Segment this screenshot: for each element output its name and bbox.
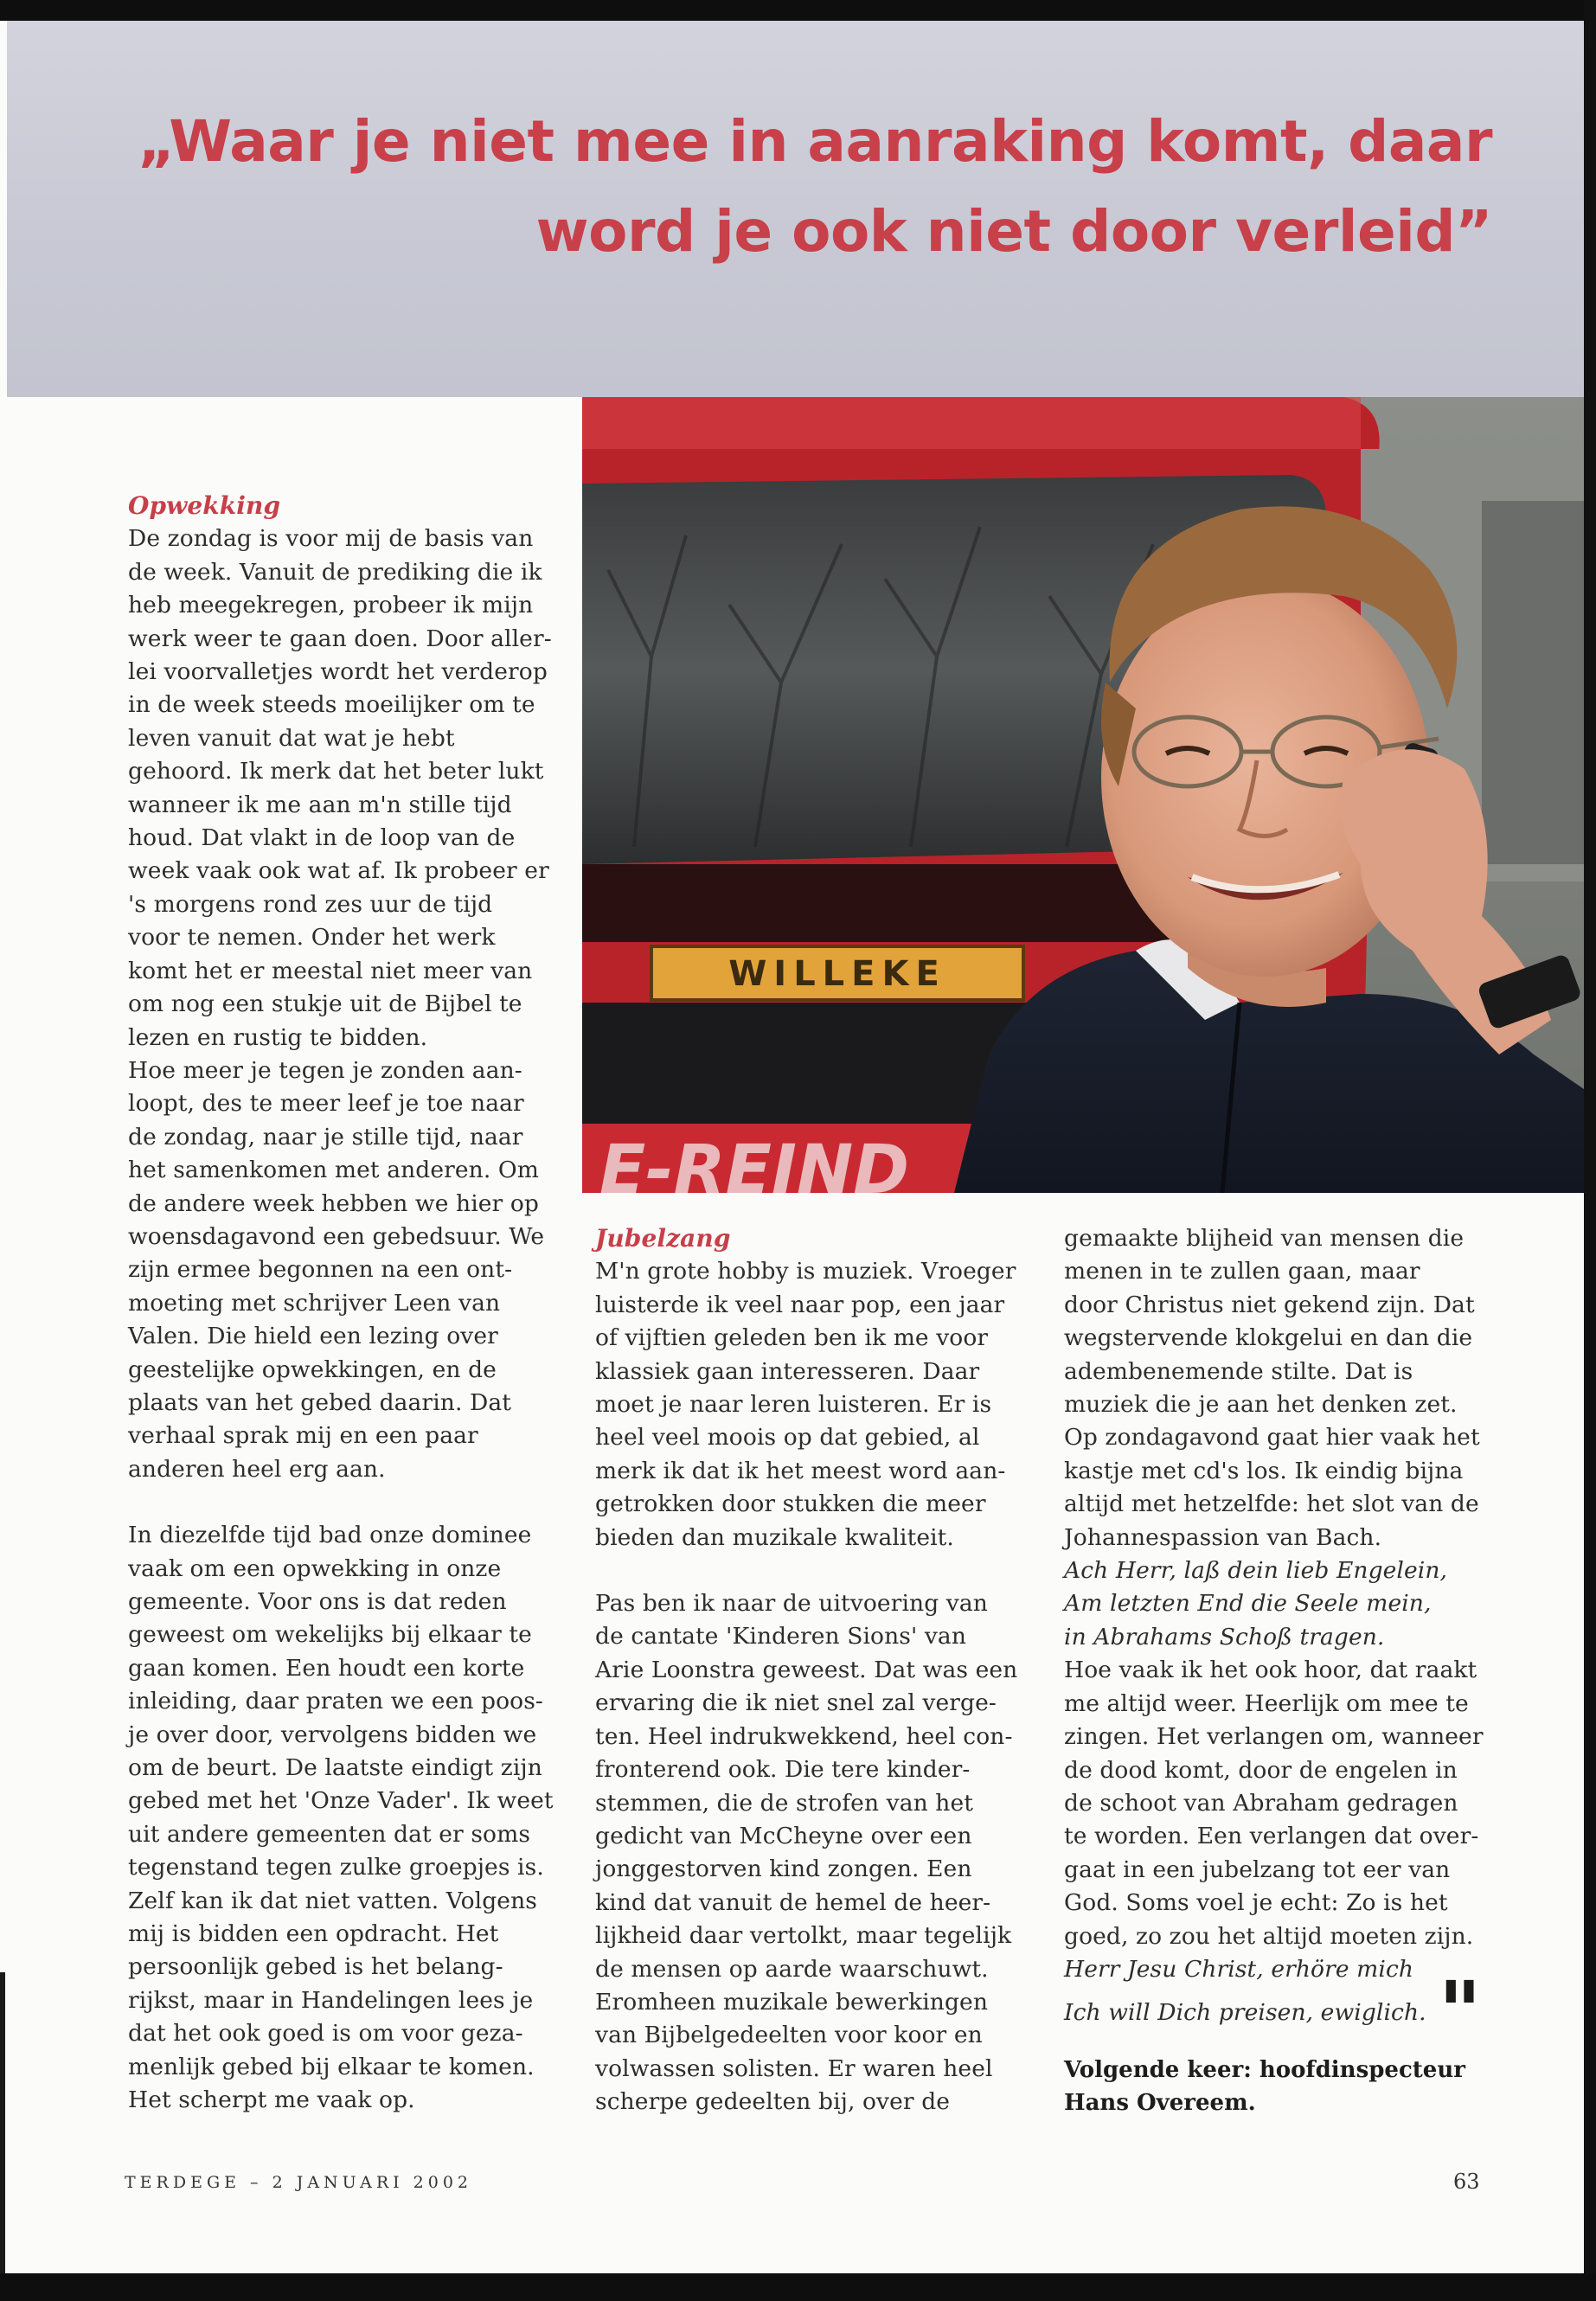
text-line: fronterend ook. Die tere kinder- <box>595 1756 971 1784</box>
text-line: De zondag is voor mij de basis van <box>128 525 534 553</box>
plate-text: WILLEKE <box>728 954 946 994</box>
text-line: dat het ook goed is om voor geza- <box>128 2020 523 2048</box>
text-line: gehoord. Ik merk dat het beter lukt <box>128 758 544 785</box>
text-line: voor te nemen. Onder het werk <box>128 924 496 952</box>
text-line: gaat in een jubelzang tot eer van <box>1064 1856 1451 1883</box>
text-line: houd. Dat vlakt in de loop van de <box>128 824 516 852</box>
text-line: gedicht van McCheyne over een <box>595 1822 972 1849</box>
text-line: de dood komt, door de engelen in <box>1064 1756 1458 1784</box>
text-line: Pas ben ik naar de uitvoering van <box>595 1590 988 1618</box>
headline-line-1: „Waar je niet mee in aanraking komt, daar <box>138 108 1492 175</box>
text-line: scherpe gedeelten bij, over de <box>595 2088 951 2116</box>
text-line: de andere week hebben we hier op <box>128 1189 539 1217</box>
text-line: inleiding, daar praten we een poos- <box>128 1688 543 1715</box>
scan-border-right <box>1584 0 1596 2301</box>
text-line: plaats van het gebed daarin. Dat <box>128 1388 511 1416</box>
text-line: wanneer ik me aan m'n stille tijd <box>128 791 512 818</box>
text-line: de mensen op aarde waarschuwt. <box>595 1955 989 1983</box>
text-line: gaan komen. Een houdt een korte <box>128 1654 525 1682</box>
text-line: de schoot van Abraham gedragen <box>1064 1789 1458 1817</box>
text-line: God. Soms voel je echt: Zo is het <box>1064 1889 1448 1917</box>
text-line: lijkheid daar vertolkt, maar tegelijk <box>595 1922 1012 1950</box>
text-line: woensdagavond een gebedsuur. We <box>128 1222 545 1250</box>
text-line: om nog een stukje uit de Bijbel te <box>128 990 522 1018</box>
text-line: luisterde ik veel naar pop, een jaar <box>595 1291 1005 1318</box>
text-line: Het scherpt me vaak op. <box>128 2086 415 2114</box>
text-line: het samenkomen met anderen. Om <box>128 1157 539 1184</box>
text-line: Arie Loonstra geweest. Dat was een <box>595 1656 1018 1683</box>
text-line: moeting met schrijver Leen van <box>128 1289 501 1317</box>
text-line: je over door, vervolgens bidden we <box>128 1721 537 1748</box>
text-column-1 <box>128 490 561 2118</box>
text-line: rijkst, maar in Handelingen lees je <box>128 1986 534 2014</box>
text-line: tegenstand tegen zulke groepjes is. <box>128 1854 544 1881</box>
bach-quote-1 <box>1064 1554 1497 1654</box>
page-number: 63 <box>1453 2170 1480 2194</box>
text-line: kastje met cd's los. Ik eindig bijna <box>1064 1457 1464 1484</box>
column3-paragraph-2 <box>1064 1654 1497 1953</box>
footer-publication-date: TERDEGE – 2 JANUARI 2002 <box>125 2173 473 2192</box>
text-line: persoonlijk gebed is het belang- <box>128 1953 503 1981</box>
text-line: ervaring die ik niet snel zal verge- <box>595 1689 997 1717</box>
text-line: zijn ermee begonnen na een ont- <box>128 1256 513 1284</box>
scan-border-top <box>0 0 1596 21</box>
text-line: Hoe meer je tegen je zonden aan- <box>128 1056 522 1084</box>
quote-line: in Abrahams Schoß tragen. <box>1064 1623 1385 1650</box>
text-line: moet je naar leren luisteren. Er is <box>595 1391 992 1419</box>
next-time-note <box>1064 2054 1514 2120</box>
text-line: klassiek gaan interesseren. Daar <box>595 1357 980 1385</box>
scan-border-bottom <box>0 2273 1596 2301</box>
section-heading-jubelzang: Jubelzang <box>595 1224 731 1253</box>
text-line: Hoe vaak ik het ook hoor, dat raakt <box>1064 1657 1477 1684</box>
text-line: volwassen solisten. Er waren heel <box>595 2054 993 2082</box>
text-line: menen in te zullen gaan, maar <box>1064 1258 1420 1285</box>
column3-paragraph-1 <box>1064 1222 1497 1554</box>
text-line: Valen. Die hield een lezing over <box>128 1323 498 1350</box>
text-line: in de week steeds moeilijker om te <box>128 691 535 719</box>
text-line: geestelijke opwekkingen, en de <box>128 1356 497 1383</box>
text-line: Zelf kan ik dat niet vatten. Volgens <box>128 1887 537 1914</box>
text-line: menlijk gebed bij elkaar te komen. <box>128 2053 535 2080</box>
text-line: week vaak ook wat af. Ik probeer er <box>128 857 549 885</box>
text-line: mij is bidden een opdracht. Het <box>128 1920 499 1948</box>
text-line: heel veel moois op dat gebied, al <box>595 1424 980 1452</box>
text-line: me altijd weer. Heerlijk om mee te <box>1064 1689 1469 1717</box>
text-line: geweest om wekelijks bij elkaar te <box>128 1621 532 1649</box>
next-time-line-2: Hans Overeem. <box>1064 2090 1256 2117</box>
text-line: stemmen, die de strofen van het <box>595 1789 974 1817</box>
text-line: merk ik dat ik het meest word aan- <box>595 1457 1006 1484</box>
text-line: loopt, des te meer leef je toe naar <box>128 1090 524 1118</box>
text-line: of vijftien geleden ben ik me voor <box>595 1324 989 1352</box>
column1-paragraph-1 <box>128 522 561 1486</box>
text-line: wegstervende klokgelui en dan die <box>1064 1324 1473 1352</box>
text-line: gemaakte blijheid van mensen die <box>1064 1225 1465 1252</box>
text-line: de week. Vanuit de prediking die ik <box>128 558 542 586</box>
text-line: heb meegekregen, probeer ik mijn <box>128 592 534 619</box>
quote-line: Am letzten End die Seele mein, <box>1064 1590 1432 1618</box>
text-line: goed, zo zou het altijd moeten zijn. <box>1064 1922 1474 1950</box>
next-time-line-1: Volgende keer: hoofdinspecteur <box>1064 2057 1465 2083</box>
closing-quote-mark: " <box>1438 1964 1482 2061</box>
text-line: werk weer te gaan doen. Door aller- <box>128 625 552 652</box>
text-line: Johannespassion van Bach. <box>1064 1523 1382 1551</box>
text-line: lezen en rustig te bidden. <box>128 1023 428 1051</box>
text-line: door Christus niet gekend zijn. Dat <box>1064 1291 1475 1318</box>
text-line: leven vanuit dat wat je hebt <box>128 724 455 752</box>
headline-line-2: word je ook niet door verleid” <box>535 198 1492 265</box>
bach-quote-2 <box>1064 1953 1497 2061</box>
text-line: muziek die je aan het denken zet. <box>1064 1391 1458 1419</box>
portrait-photo <box>582 397 1584 1193</box>
headline-quote <box>108 97 1492 277</box>
text-line: In diezelfde tijd bad onze dominee <box>128 1522 532 1549</box>
text-line: om de beurt. De laatste eindigt zijn <box>128 1754 542 1782</box>
text-column-2 <box>595 1222 1028 2119</box>
text-line: bieden dan muzikale kwaliteit. <box>595 1523 954 1551</box>
text-line: getrokken door stukken die meer <box>595 1490 986 1518</box>
text-line: 's morgens rond zes uur de tijd <box>128 890 493 918</box>
section-heading-opwekking: Opwekking <box>128 491 281 520</box>
text-line: de zondag, naar je stille tijd, naar <box>128 1123 523 1150</box>
text-line: adembenemende stilte. Dat is <box>1064 1357 1413 1385</box>
text-line: M'n grote hobby is muziek. Vroeger <box>595 1258 1016 1285</box>
text-line: van Bijbelgedeelten voor koor en <box>595 2022 983 2049</box>
text-line: de cantate 'Kinderen Sions' van <box>595 1623 966 1650</box>
truck-lettering: E-REIND <box>599 1131 910 1193</box>
text-line: lei voorvalletjes wordt het verderop <box>128 658 548 686</box>
text-line: uit andere gemeenten dat er soms <box>128 1820 531 1848</box>
quote-line: Ich will Dich preisen, ewiglich. <box>1064 1999 1426 2027</box>
quote-line: Ach Herr, laß dein lieb Engelein, <box>1064 1557 1448 1585</box>
scan-border-left <box>0 1972 5 2284</box>
text-column-3 <box>1064 1222 1497 2061</box>
text-line: verhaal sprak mij en een paar <box>128 1422 478 1450</box>
text-line: altijd met hetzelfde: het slot van de <box>1064 1490 1479 1518</box>
text-line: zingen. Het verlangen om, wanneer <box>1064 1723 1484 1751</box>
text-line: ten. Heel indrukwekkend, heel con- <box>595 1722 1013 1750</box>
text-line: gemeente. Voor ons is dat reden <box>128 1588 507 1615</box>
text-line: komt het er meestal niet meer van <box>128 957 533 984</box>
text-line: anderen heel erg aan. <box>128 1455 386 1483</box>
column2-paragraph-1 <box>595 1255 1028 1554</box>
text-line: Op zondagavond gaat hier vaak het <box>1064 1424 1480 1452</box>
text-line: te worden. Een verlangen dat over- <box>1064 1823 1479 1850</box>
text-line: jonggestorven kind zongen. Een <box>595 1856 972 1883</box>
text-line: vaak om een opwekking in onze <box>128 1554 502 1582</box>
text-line: Eromheen muzikale bewerkingen <box>595 1988 988 2016</box>
column1-paragraph-2 <box>128 1519 561 2117</box>
text-line: gebed met het 'Onze Vader'. Ik weet <box>128 1787 554 1815</box>
column2-paragraph-2 <box>595 1587 1028 2119</box>
quote-line: Herr Jesu Christ, erhöre mich <box>1064 1955 1414 1983</box>
text-line: kind dat vanuit de hemel de heer- <box>595 1888 991 1916</box>
